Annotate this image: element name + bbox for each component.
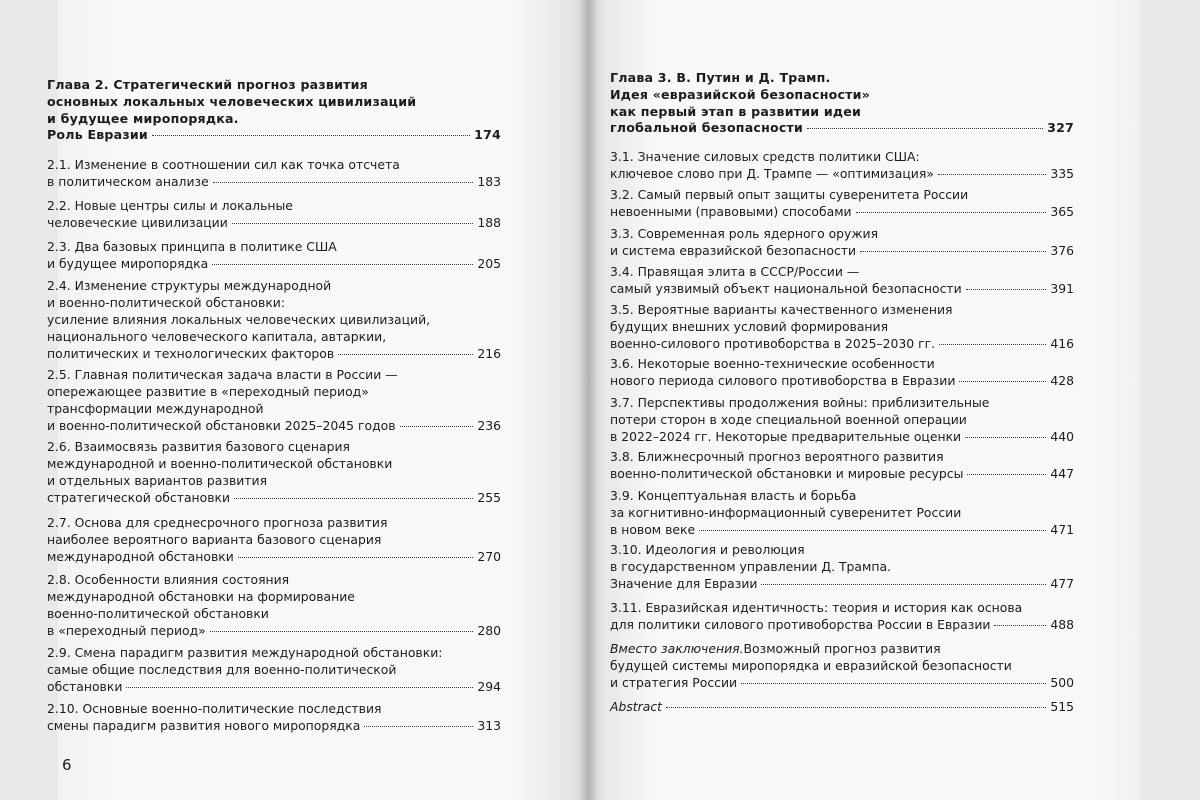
dot-leader	[699, 530, 1046, 531]
toc-entry-2-7: 2.7. Основа для среднесрочного прогноза развития наиболее вероятного варианта базового сценария международной обстановки 270	[47, 515, 501, 564]
abstract-label: Abstract	[610, 699, 663, 714]
dot-leader	[238, 557, 474, 558]
toc-entry-2-1: 2.1. Изменение в соотношении сил как точка отсчета в политическом анализе 183	[47, 157, 501, 189]
toc-entry-2-8: 2.8. Особенности влияния состояния международной обстановки на формирование военно-политической обстановки в «переходный период» 280	[47, 572, 501, 638]
toc-entry-3-6: 3.6. Некоторые военно-технические особенности нового периода силового противоборства в Евразии 428	[610, 356, 1074, 388]
toc-entry-2-9: 2.9. Смена парадигм развития международной обстановки: самые общие последствия для военно-политической обстановки 294	[47, 645, 501, 694]
dot-leader	[965, 437, 1046, 438]
toc-entry-2-4: 2.4. Изменение структуры международной и военно-политической обстановки: усиление влияния локальных человеческих цивилизаций, национального человеческого капитала, автаркии, политических и технологических факторов 216	[47, 278, 501, 361]
page-number: 174	[474, 127, 501, 143]
dot-leader	[234, 498, 473, 499]
toc-entry-3-11: 3.11. Евразийская идентичность: теория и история как основа для политики силового противоборства России в Евразии 488	[610, 600, 1074, 632]
toc-entry-conclusion: Вместо заключения. Возможный прогноз развития будущей системы миропорядка и евразийской безопасности и стратегия России 500	[610, 641, 1074, 690]
toc-chapter-2: Глава 2. Стратегический прогноз развития основных локальных человеческих цивилизаций и будущее миропорядка. Роль Евразии 174	[47, 77, 501, 143]
dot-leader	[856, 212, 1047, 213]
page-number: 216	[477, 346, 501, 361]
toc-entry-3-10: 3.10. Идеология и революция в государственном управлении Д. Трампа. Значение для Евразии 477	[610, 542, 1074, 591]
page-number: 477	[1050, 576, 1074, 591]
page-number: 515	[1050, 699, 1074, 714]
page-number: 188	[477, 215, 501, 230]
page-number: 255	[477, 490, 501, 505]
page-number: 313	[477, 718, 501, 733]
page-number: 500	[1050, 675, 1074, 690]
conclusion-label: Вместо заключения.	[610, 641, 744, 656]
dot-leader	[967, 474, 1046, 475]
dot-leader	[364, 726, 473, 727]
page-number: 365	[1050, 204, 1074, 219]
dot-leader	[860, 251, 1046, 252]
toc-entry-3-8: 3.8. Ближнесрочный прогноз вероятного развития военно-политической обстановки и мировые ресурсы 447	[610, 449, 1074, 481]
toc-entry-2-3: 2.3. Два базовых принципа в политике США и будущее миропорядка 205	[47, 239, 501, 271]
page-number: 294	[477, 679, 501, 694]
page-number: 280	[477, 623, 501, 638]
toc-entry-3-2: 3.2. Самый первый опыт защиты суверенитета России невоенными (правовыми) способами 365	[610, 187, 1074, 219]
dot-leader	[761, 584, 1046, 585]
page-number: 391	[1050, 281, 1074, 296]
dot-leader	[213, 182, 474, 183]
page-number: 428	[1050, 373, 1074, 388]
toc-entry-2-5: 2.5. Главная политическая задача власти в России — опережающее развитие в «переходный период» трансформации международной и военно-политической обстановки 2025–2045 годов 236	[47, 367, 501, 433]
toc-chapter-3: Глава 3. В. Путин и Д. Трамп. Идея «евразийской безопасности» как первый этап в развитии идеи глобальной безопасности 327	[610, 70, 1074, 136]
page-number: 471	[1050, 522, 1074, 537]
dot-leader	[959, 381, 1046, 382]
dot-leader	[994, 625, 1046, 626]
dot-leader	[212, 264, 473, 265]
toc-entry-2-6: 2.6. Взаимосвязь развития базового сценария международной и военно-политической обстановки и отдельных вариантов развития стратегической обстановки 255	[47, 439, 501, 505]
dot-leader	[232, 223, 474, 224]
dot-leader	[938, 174, 1046, 175]
page-number: 183	[477, 174, 501, 189]
page-number: 488	[1050, 617, 1074, 632]
page-number: 335	[1050, 166, 1074, 181]
dot-leader	[939, 344, 1046, 345]
toc-entry-2-10: 2.10. Основные военно-политические последствия смены парадигм развития нового миропорядка 313	[47, 701, 501, 733]
toc-entry-abstract	[610, 698, 1074, 715]
toc-entry-3-1: 3.1. Значение силовых средств политики США: ключевое слово при Д. Трампе — «оптимизация» 335	[610, 149, 1074, 181]
toc-entry-3-5: 3.5. Вероятные варианты качественного изменения будущих внешних условий формирования военно-силового противоборства в 2025–2030 гг. 416	[610, 302, 1074, 351]
page-number: 270	[477, 549, 501, 564]
dot-leader	[126, 687, 473, 688]
book-gutter	[579, 0, 597, 800]
dot-leader	[741, 683, 1046, 684]
dot-leader	[807, 128, 1043, 129]
toc-entry-3-9: 3.9. Концептуальная власть и борьба за когнитивно-информационный суверенитет России в новом веке 471	[610, 488, 1074, 537]
page-number: 205	[477, 256, 501, 271]
toc-entry-3-4: 3.4. Правящая элита в СССР/России — самый уязвимый объект национальной безопасности 391	[610, 264, 1074, 296]
dot-leader	[400, 426, 474, 427]
page-number: 447	[1050, 466, 1074, 481]
toc-entry-3-3: 3.3. Современная роль ядерного оружия и система евразийской безопасности 376	[610, 226, 1074, 258]
dot-leader	[966, 289, 1047, 290]
page-number: 236	[477, 418, 501, 433]
toc-entry-3-7: 3.7. Перспективы продолжения войны: приблизительные потери сторон в ходе специальной военной операции в 2022–2024 гг. Некоторые предварительные оценки 440	[610, 395, 1074, 444]
dot-leader	[210, 631, 474, 632]
dot-leader	[666, 707, 1046, 708]
page-number: 376	[1050, 243, 1074, 258]
toc-entry-2-2: 2.2. Новые центры силы и локальные человеческие цивилизации 188	[47, 198, 501, 230]
dot-leader	[152, 135, 470, 136]
page-number: 327	[1047, 120, 1074, 136]
page-folio: 6	[62, 756, 72, 774]
page-number: 440	[1050, 429, 1074, 444]
dot-leader	[338, 354, 473, 355]
page-number: 416	[1050, 336, 1074, 351]
